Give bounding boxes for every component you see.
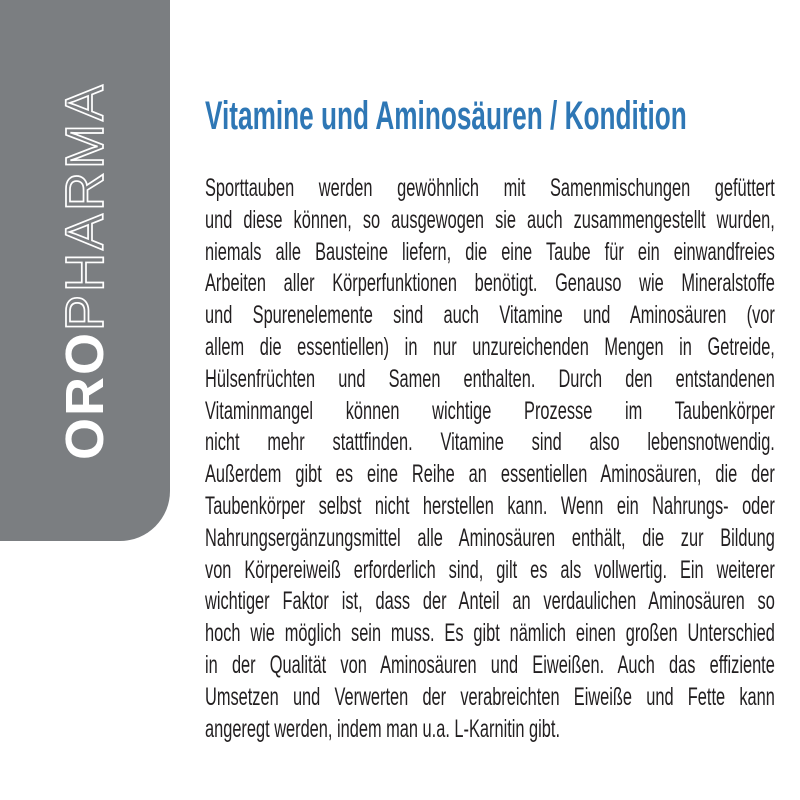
paragraph-line: nicht mehr stattfinden. Vitamine sind also lebensnotwendig. (205, 428, 775, 457)
paragraph-line: angeregt werden, indem man u.a. L-Karnitin gibt. (205, 714, 560, 743)
brand-logo-oro: ORO (55, 330, 116, 460)
paragraph-line: wichtiger Faktor ist, dass der Anteil an verdaulichen Aminosäuren so (205, 587, 775, 616)
paragraph-line: und diese können, so ausgewogen sie auch zusammengestellt wurden, (205, 205, 775, 234)
paragraph-line: Hülsenfrüchten und Samen enthalten. Durch den entstandenen (205, 364, 775, 393)
brand-logo (55, 81, 116, 460)
paragraph-line: allem die essentiellen) in nur unzureichenden Mengen in Getreide, (205, 332, 775, 361)
paragraph-line: Arbeiten aller Körperfunktionen benötigt. Genauso wie Mineralstoffe (205, 269, 775, 298)
paragraph-line: in der Qualität von Aminosäuren und Eiweißen. Auch das effiziente (205, 650, 775, 679)
paragraph-line: Vitaminmangel können wichtige Prozesse im Taubenkörper (205, 396, 775, 425)
paragraph-line: hoch wie möglich sein muss. Es gibt nämlich einen großen Unterschied (205, 619, 775, 648)
body-paragraph (205, 173, 775, 745)
brand-sidebar (0, 0, 170, 541)
paragraph-line: Nahrungsergänzungsmittel alle Aminosäuren enthält, die zur Bildung (205, 523, 775, 552)
paragraph-line: Umsetzen und Verwerten der verabreichten Eiweiße und Fette kann (205, 682, 775, 711)
paragraph-line: niemals alle Bausteine liefern, die eine Taube für ein einwandfreies (205, 237, 775, 266)
paragraph-line: Sporttauben werden gewöhnlich mit Samenmischungen gefüttert (205, 174, 775, 202)
paragraph-line: und Spurenelemente sind auch Vitamine und Aminosäuren (vor (205, 301, 775, 330)
page-title: Vitamine und Aminosäuren / Kondition (205, 94, 687, 138)
brand-logo-pharma: PHARMA (55, 81, 116, 331)
paragraph-line: von Körpereiweiß erforderlich sind, gilt es als vollwertig. Ein weiterer (205, 555, 775, 584)
paragraph-line: Taubenkörper selbst nicht herstellen kann. Wenn ein Nahrungs- oder (205, 491, 775, 520)
paragraph-line: Außerdem gibt es eine Reihe an essentiellen Aminosäuren, die der (205, 460, 775, 489)
